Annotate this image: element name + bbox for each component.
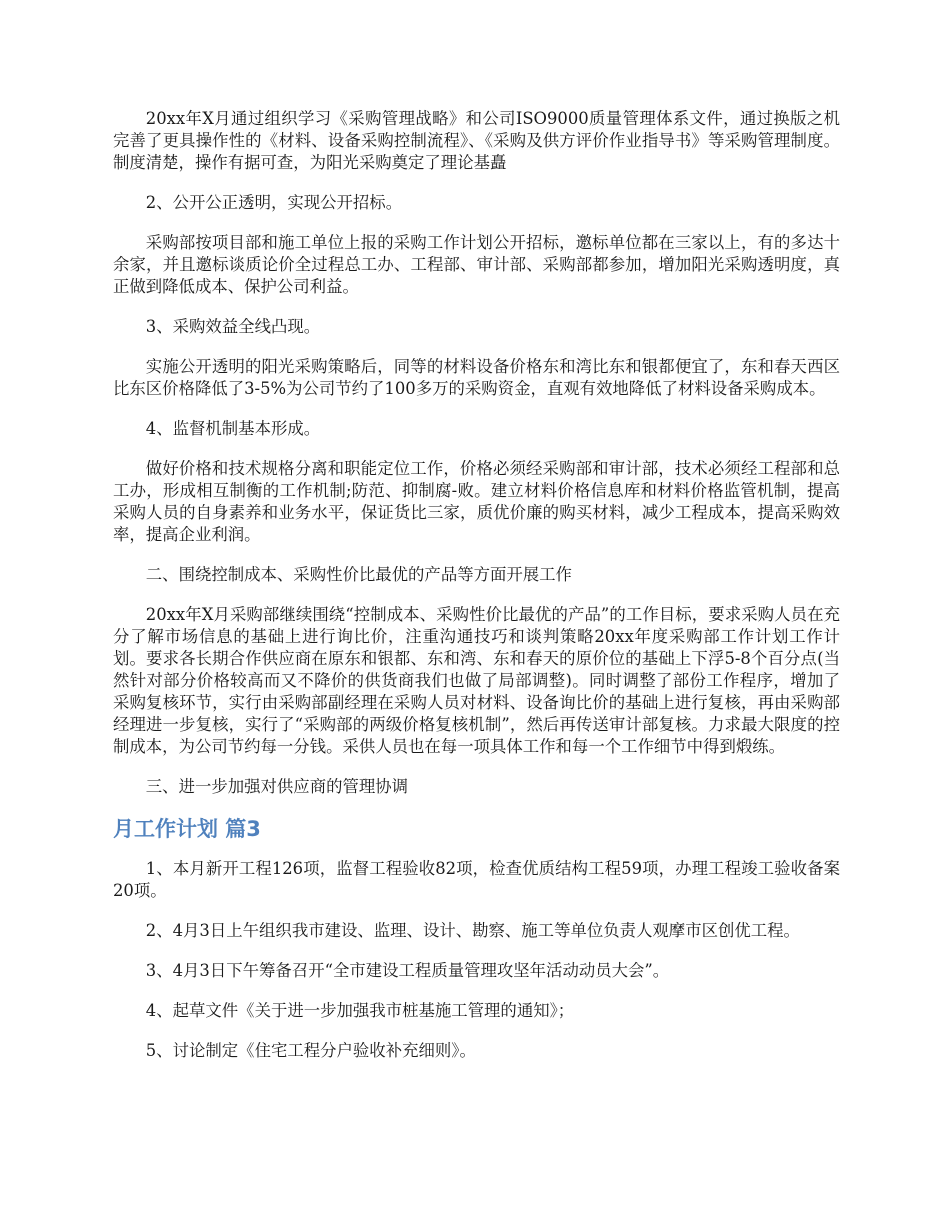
list-item: 3、4月3日下午筹备召开“全市建设工程质量管理攻坚年活动动员大会”。 (145, 961, 670, 980)
numbered-subheading: 4、监督机制基本形成。 (145, 419, 321, 438)
body-paragraph: 做好价格和技术规格分离和职能定位工作，价格必须经采购部和审计部，技术必须经工程部和总工办，形成相互制衡的工作机制;防范、抑制腐-败。建立材料价格信息库和材料价格监管机制，提高采购人员的自身素养和业务水平，保证货比三家，质优价廉的购买材料，减少工程成本，提高采购效率，提高企业利润。 (113, 459, 840, 544)
body-paragraph: 20xx年X月通过组织学习《采购管理战略》和公司ISO9000质量管理体系文件，通过换版之机完善了更具操作性的《材料、设备采购控制流程》、《采购及供方评价作业指导书》等采购管理制度。制度清楚，操作有据可查，为阳光采购奠定了理论基矗 (113, 109, 840, 172)
body-paragraph: 实施公开透明的阳光采购策略后，同等的材料设备价格东和湾比东和银都便宜了，东和春天西区比东区价格降低了3-5%为公司节约了100多万的采购资金，直观有效地降低了材料设备采购成本。 (113, 357, 840, 398)
numbered-subheading: 2、公开公正透明，实现公开招标。 (145, 193, 403, 212)
section-heading: 月工作计划 篇3 (113, 817, 261, 841)
section-subheading: 二、围绕控制成本、采购性价比最优的产品等方面开展工作 (145, 565, 572, 584)
list-item: 1、本月新开工程126项，监督工程验收82项，检查优质结构工程59项，办理工程竣工验收备案20项。 (113, 859, 840, 900)
section-subheading: 三、进一步加强对供应商的管理协调 (145, 777, 409, 796)
list-item: 2、4月3日上午组织我市建设、监理、设计、勘察、施工等单位负责人观摩市区创优工程。 (145, 921, 800, 940)
list-item: 4、起草文件《关于进一步加强我市桩基施工管理的通知》； (145, 1001, 575, 1020)
list-item: 5、讨论制定《住宅工程分户验收补充细则》。 (145, 1041, 476, 1060)
numbered-subheading: 3、采购效益全线凸现。 (145, 317, 321, 336)
body-paragraph: 20xx年X月采购部继续围绕“控制成本、采购性价比最优的产品”的工作目标，要求采购人员在充分了解市场信息的基础上进行询比价，注重沟通技巧和谈判策略20xx年度采购部工作计划工作计划。要求各长期合作供应商在原东和银都、东和湾、东和春天的原价位的基础上下浮5-8个百分点(当然针对部分价格较高而又不降价的供货商我们也做了局部调整)。同时调整了部份工作程序，增加了采购复核环节，实行由采购部副经理在采购人员对材料、设备询比价的基础上进行复核，再由采购部经理进一步复核，实行了“采购部的两级价格复核机制”，然后再传送审计部复核。力求最大限度的控制成本，为公司节约每一分钱。采供人员也在每一项具体工作和每一个工作细节中得到煅练。 (113, 605, 840, 756)
document-page (113, 108, 840, 1080)
body-paragraph: 采购部按项目部和施工单位上报的采购工作计划公开招标，邀标单位都在三家以上，有的多达十余家，并且邀标谈质论价全过程总工办、工程部、审计部、采购部都参加，增加阳光采购透明度，真正做到降低成本、保护公司利益。 (113, 233, 840, 296)
